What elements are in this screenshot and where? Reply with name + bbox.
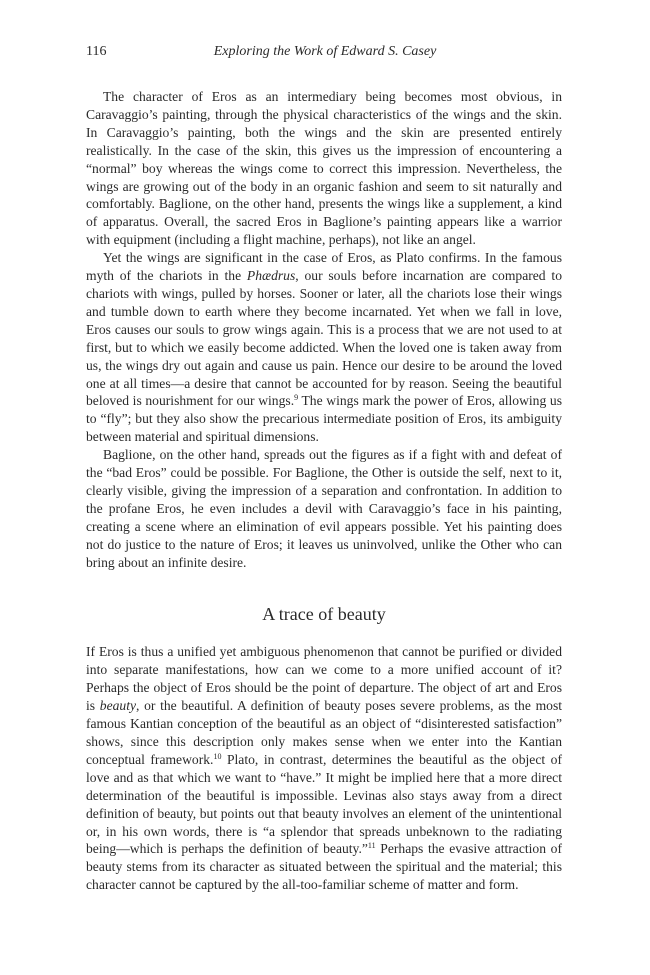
section-heading: A trace of beauty: [262, 604, 386, 625]
page-number: 116: [86, 44, 107, 59]
body-text: [86, 88, 562, 894]
paragraph-wings-and-skin: The character of Eros as an intermediary being becomes most obvious, in Caravaggio’s painting, through the physical characteristics of the wings and the skin. In Caravaggio’s painting, both the wings and the skin are presented entirely realistically. In the case of the skin, this gives us the impression of encountering a “normal” boy whereas the wings come to correct this impression. Nevertheless, the wings are growing out of the body in an organic fashion and seem to sit naturally and comfortably. Baglione, on the other hand, presents the wings like a supplement, a kind of apparatus. Overall, the sacred Eros in Baglione’s painting appears like a warrior with equipment (including a flight machine, perhaps), not like an angel.: [86, 89, 562, 248]
footnote-ref: 9: [294, 393, 299, 403]
running-title: Exploring the Work of Edward S. Casey: [213, 44, 437, 59]
work-title-phaedrus: Phædrus: [246, 268, 296, 284]
running-head: [86, 44, 564, 64]
footnote-ref: 11: [367, 841, 376, 851]
paragraph-baglione: Baglione, on the other hand, spreads out the figures as if a fight with and defeat of the “bad Eros” could be possible. For Baglione, the Other is outside the self, next to it, clearly visible, giving the impression of a separation and confrontation. In addition to the profane Eros, he even includes a devil with Caravaggio’s face in his painting, creating a scene where an elimination of evil appears possible. Yet his painting does not do justice to the nature of Eros; it leaves us uninvolved, unlike the Other who can bring about an infinite desire.: [86, 447, 562, 570]
paragraph-plato-wings: Yet the wings are significant in the case of Eros, as Plato confirms. In the famous myth of the chariots in the Phædrus, our souls before incarnation are compared to chariots with wings, pulled by horses. Sooner or later, all the chariots lose their wings and tumble down to earth where they become incarnated. Yet when we fall in love, Eros causes our souls to grow wings again. This is a process that we are not used to at first, but to which we easily become addicted. When the loved one is taken away from us, the wings dry out again and cause us pain. Hence our desire to be around the loved one at all times—a desire that cannot be accounted for by reason. Seeing the beautiful beloved is nourishment for our wings.$^9$ The wings mark the power of Eros, allowing us to “fly”; but they also show the precarious intermediate position of Eros, its ambiguity between material and spiritual dimensions.: [86, 250, 562, 445]
paragraph-beauty: If Eros is thus a unified yet ambiguous phenomenon that cannot be purified or divided into separate manifestations, how can we come to a more unified account of it? Perhaps the object of Eros should be the point of departure. The object of art and Eros is beauty, or the beautiful. A definition of beauty poses severe problems, as the most famous Kantian conception of the beautiful as an object of “disinterested satisfaction” shows, since this description only makes sense when we enter into the Kantian conceptual framework.$^{10}$ Plato, in contrast, determines the beautiful as the object of love and as that which we want to “have.” It might be implied here that a more direct determination of the beautiful is impossible. Levinas also stays away from a direct definition of beauty, but points out that beauty involves an element of the unintentional or, in his own words, there is “a splendor that spreads unbeknown to the radiating being—which is perhaps the definition of beauty.”$^{11}$ Perhaps the evasive attraction of beauty stems from its character as situated between the spiritual and the material; this character cannot be captured by the all-too-familiar scheme of matter and form.: [86, 644, 563, 893]
emphasis-beauty: beauty: [99, 698, 137, 714]
footnote-ref: 10: [213, 751, 222, 761]
